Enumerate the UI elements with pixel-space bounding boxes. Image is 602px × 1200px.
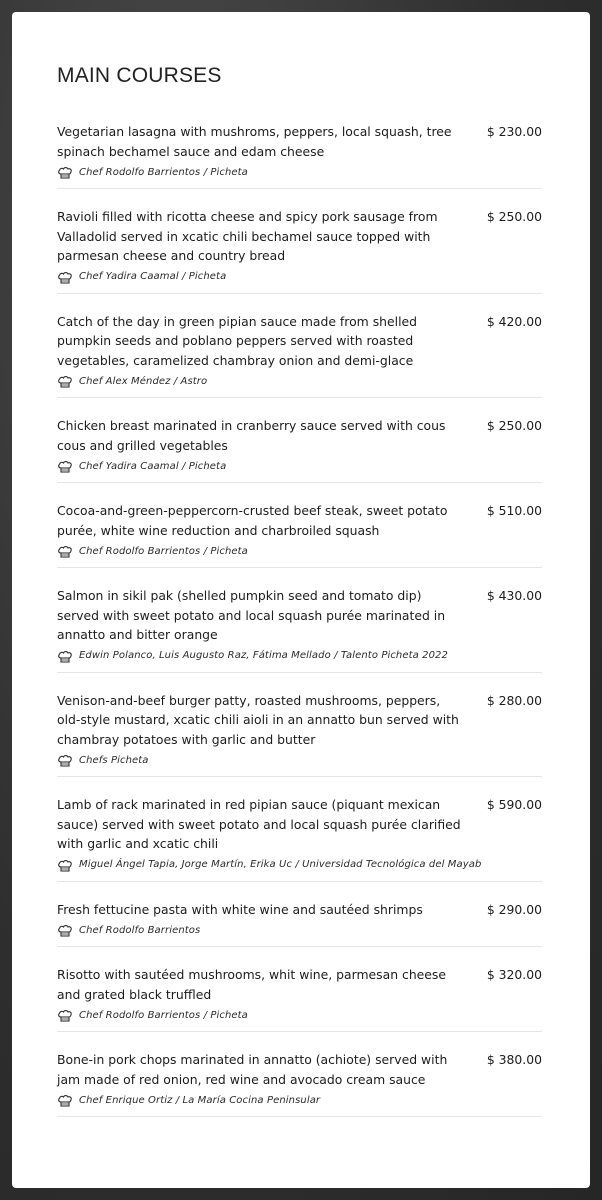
dish-description: Ravioli filled with ricotta cheese and spicy pork sausage from Valladolid served in xcatic chili bechamel sauce topped with parmesan cheese and country bread bbox=[57, 209, 438, 263]
dish-description: Vegetarian lasagna with mushroms, peppers, local squash, tree spinach bechamel sauce and edam cheese bbox=[57, 124, 452, 159]
section-title: MAIN COURSES bbox=[57, 64, 222, 87]
dish-price: $ 510.00 bbox=[486, 503, 542, 518]
menu-item bbox=[57, 965, 542, 1032]
chef-hat-icon bbox=[57, 649, 73, 663]
menu-list bbox=[57, 122, 542, 1117]
chef-credit: Chef Enrique Ortiz / La María Cocina Peninsular bbox=[79, 1094, 321, 1106]
menu-item bbox=[57, 207, 542, 294]
dish-price: $ 420.00 bbox=[486, 313, 542, 329]
menu-item bbox=[57, 691, 542, 778]
chef-credit: Edwin Polanco, Luis Augusto Raz, Fátima Mellado / Talento Picheta 2022 bbox=[79, 650, 448, 661]
menu-item bbox=[57, 122, 542, 189]
dish-price: $ 430.00 bbox=[486, 588, 542, 603]
chef-hat-icon bbox=[57, 753, 73, 767]
menu-item bbox=[57, 312, 542, 399]
chef-credit: Chef Yadira Caamal / Picheta bbox=[79, 271, 227, 282]
chef-credit: Chef Rodolfo Barrientos / Picheta bbox=[79, 1009, 248, 1021]
dish-price: $ 230.00 bbox=[486, 124, 542, 139]
chef-credit: Chef Rodolfo Barrientos bbox=[79, 924, 201, 936]
chef-credit: Chef Rodolfo Barrientos / Picheta bbox=[79, 166, 248, 178]
chef-hat-icon bbox=[57, 270, 73, 284]
chef-credit: Chef Alex Méndez / Astro bbox=[79, 375, 208, 387]
dish-description: Salmon in sikil pak (shelled pumpkin seed and tomato dip) served with sweet potato and local squash purée marinated in annatto and bitter orange bbox=[57, 588, 446, 642]
dish-description: Catch of the day in green pipian sauce made from shelled pumpkin seeds and poblano peppers served with roasted vegetables, caramelized chambray onion and demi-glace bbox=[57, 313, 417, 368]
menu-item bbox=[57, 1050, 542, 1117]
chef-credit: Miguel Ángel Tapia, Jorge Martín, Erika Uc / Universidad Tecnológica del Mayab bbox=[79, 859, 482, 870]
menu-item bbox=[57, 501, 542, 568]
dish-description: Bone-in pork chops marinated in annatto (achiote) served with jam made of red onion, red wine and avocado cream sauce bbox=[57, 1052, 448, 1087]
dish-description: Venison-and-beef burger patty, roasted mushrooms, peppers, old-style mustard, xcatic chili aioli in an annatto bun served with chambray potatoes with garlic and butter bbox=[57, 692, 459, 747]
menu-item bbox=[57, 795, 542, 882]
dish-description: Cocoa-and-green-peppercorn-crusted beef steak, sweet potato purée, white wine reduction and charbroiled squash bbox=[57, 503, 448, 538]
dish-price: $ 290.00 bbox=[486, 901, 542, 917]
chef-hat-icon bbox=[57, 858, 73, 872]
chef-hat-icon bbox=[57, 544, 73, 558]
chef-hat-icon bbox=[57, 923, 73, 937]
menu-item bbox=[57, 900, 542, 948]
dish-price: $ 590.00 bbox=[486, 797, 542, 812]
dish-price: $ 250.00 bbox=[486, 418, 542, 433]
chef-hat-icon bbox=[57, 1093, 73, 1107]
chef-hat-icon bbox=[57, 459, 73, 473]
dish-description: Fresh fettucine pasta with white wine and sautéed shrimps bbox=[57, 901, 423, 917]
chef-credit: Chef Yadira Caamal / Picheta bbox=[79, 460, 227, 472]
dish-description: Risotto with sautéed mushrooms, whit wine, parmesan cheese and grated black truffled bbox=[57, 967, 446, 1002]
chef-credit: Chefs Picheta bbox=[79, 754, 149, 766]
dish-price: $ 250.00 bbox=[486, 209, 542, 224]
chef-hat-icon bbox=[57, 1008, 73, 1022]
dish-description: Lamb of rack marinated in red pipian sauce (piquant mexican sauce) served with sweet potato and local squash purée clarified with garlic and xcatic chili bbox=[57, 797, 461, 851]
menu-item bbox=[57, 586, 542, 673]
dish-price: $ 380.00 bbox=[486, 1052, 542, 1067]
chef-credit: Chef Rodolfo Barrientos / Picheta bbox=[79, 545, 248, 557]
chef-hat-icon bbox=[57, 374, 73, 388]
menu-item bbox=[57, 416, 542, 483]
menu-card bbox=[12, 12, 590, 1188]
dish-price: $ 320.00 bbox=[486, 967, 542, 982]
dish-description: Chicken breast marinated in cranberry sauce served with cous cous and grilled vegetables bbox=[57, 418, 446, 453]
chef-hat-icon bbox=[57, 165, 73, 179]
dish-price: $ 280.00 bbox=[486, 692, 542, 708]
